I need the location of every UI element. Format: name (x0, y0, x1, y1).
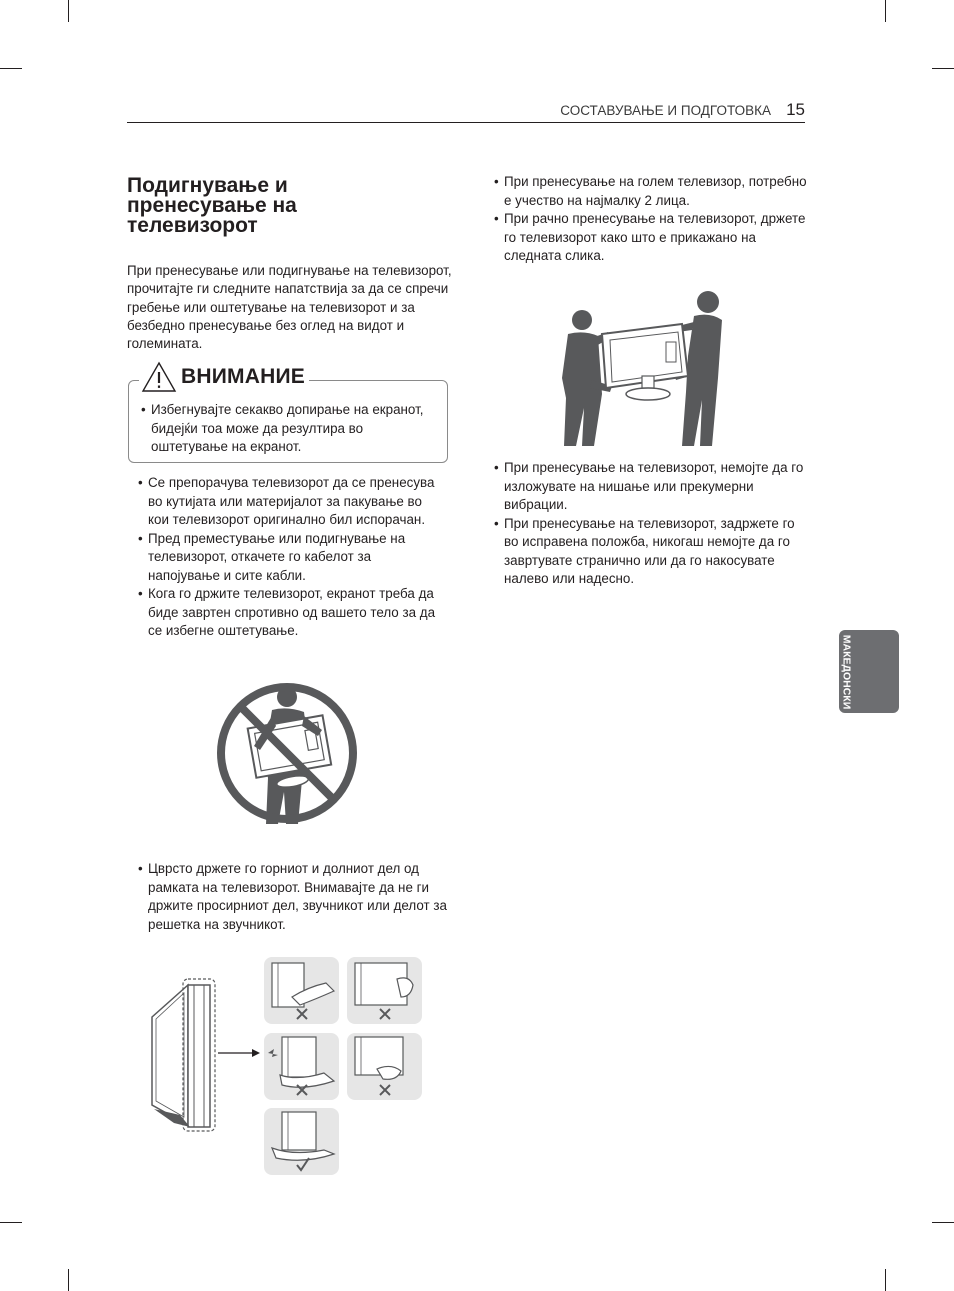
page-header (127, 100, 805, 123)
list-item: • При пренесување на голем телевизор, потребно е учество на најмалку 2 лица. (494, 173, 809, 210)
handling-list (138, 474, 443, 641)
list-item: • При пренесување на телевизорот, немојте да го изложувате на нишање или прекумерни вибрации. (494, 459, 809, 515)
page-number: 15 (786, 100, 805, 119)
crop-mark (68, 1269, 69, 1291)
crop-mark (885, 0, 886, 22)
warning-icon (141, 361, 177, 393)
crop-mark (0, 1222, 22, 1223)
crop-mark (885, 1269, 886, 1291)
two-person-list (494, 173, 809, 266)
list-item: • Цврсто држете го горниот и долниот дел од рамката на телевизорот. Внимавајте да не ги држите просирниот дел, звучникот или делот за решетка на звучникот. (138, 860, 450, 934)
grip-tile-correct (264, 1108, 339, 1175)
language-label: МАКЕДОНСКИ (840, 634, 853, 709)
list-item: • При пренесување на телевизорот, задржете го во исправена положба, никогаш немојте да го завртувате странично или да го накосувате налево или надесно. (494, 515, 809, 589)
caution-box (128, 365, 448, 463)
prohibited-carry-illustration (214, 680, 360, 826)
list-item: • Избегнувајте секакво допирање на екранот, бидејќи тоа може да резултира во оштетување на екранот. (141, 401, 431, 457)
crop-mark (932, 68, 954, 69)
grip-list (138, 860, 450, 934)
grip-tile-wrong-4 (347, 1033, 422, 1100)
transport-list (494, 459, 809, 589)
intro-paragraph: При пренесување или подигнување на телевизорот, прочитајте ги следните напатствија за да се спречи гребење или оштетување на телевизорот и за безбедно пренесување без оглед на видот и големината. (127, 263, 452, 352)
caution-label: ВНИМАНИЕ (181, 365, 305, 388)
grip-diagram (150, 955, 425, 1177)
list-item: • При рачно пренесување на телевизорот, држете го телевизорот како што е прикажано на следната слика. (494, 210, 809, 266)
language-tab (839, 630, 899, 713)
crop-mark (932, 1222, 954, 1223)
page-title: Подигнување и пренесување на телевизорот (127, 174, 297, 237)
grip-tile-wrong-2 (347, 957, 422, 1024)
grip-tile-wrong-1 (264, 957, 339, 1024)
list-item: • Пред преместување или подигнување на телевизорот, откачете го кабелот за напојување и сите кабли. (138, 530, 443, 586)
list-item: • Кога го држите телевизорот, екранот треба да биде завртен спротивно од вашето тело за да се избегне оштетување. (138, 585, 443, 641)
list-item: • Се препорачува телевизорот да се пренесува во кутијата или материјалот за пакување во кои телевизорот оригинално бил испорачан. (138, 474, 443, 530)
grip-tile-wrong-3 (264, 1033, 339, 1100)
two-person-carry-illustration (562, 288, 728, 446)
caution-heading (139, 357, 309, 397)
caution-list (141, 401, 431, 457)
crop-mark (68, 0, 69, 22)
section-title: СОСТАВУВАЊЕ И ПОДГОТОВКА (560, 103, 771, 118)
crop-mark (0, 68, 22, 69)
